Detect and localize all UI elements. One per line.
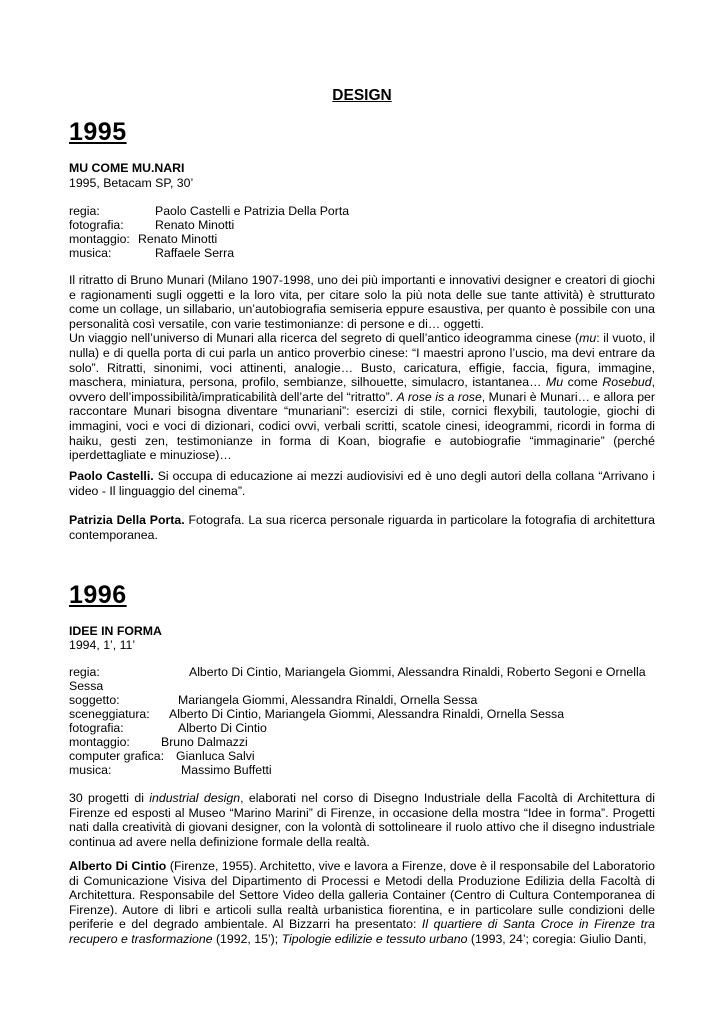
- italic-text: Rosebud: [602, 375, 652, 390]
- credit-row: [69, 246, 235, 261]
- italic-text: Il quartiere di Santa Croce in Firenze tra recupero e trasformazione: [69, 917, 655, 946]
- bio-text: Fotografa. La sua ricerca personale riguarda in particolare la fotografia di architettura contemporanea.: [69, 513, 655, 542]
- bio-name: Paolo Castelli.: [69, 469, 154, 483]
- credit-value: Alberto Di Cintio, Mariangela Giommi, Alessandra Rinaldi, Roberto Segoni e Ornella: [189, 665, 646, 679]
- credit-label: regia:: [69, 204, 100, 218]
- credit-value: Raffaele Serra: [155, 246, 235, 260]
- film-title-1996: IDEE IN FORMA: [69, 624, 162, 638]
- credit-label: soggetto:: [69, 693, 120, 707]
- credit-value: Alberto Di Cintio: [178, 721, 267, 735]
- credit-row: [69, 721, 267, 736]
- credit-value: Renato Minotti: [138, 232, 218, 246]
- credit-label: regia:: [69, 665, 100, 679]
- credit-label: fotografia:: [69, 218, 124, 232]
- credit-value: Paolo Castelli e Patrizia Della Porta: [155, 204, 350, 218]
- credit-row: [69, 763, 272, 778]
- credit-row: [69, 749, 255, 764]
- italic-text: A rose is a rose: [396, 389, 482, 404]
- bio-alberto-di-cintio: [69, 859, 655, 947]
- text-run: : il vuoto, il nulla) e di quella porta di cui parla un antico proverbio cinese: “I maestri aprono l’uscio, ma devi entrare da solo”. Ritratti, sinonimi, voci attinenti, analogie… Busto, caricatura, effigie, faccia, figura, immagine, maschera, miniatura, persona, profilo, sembianze, silhouette, simulacro, istantanea…: [69, 331, 655, 390]
- credit-value: Bruno Dalmazzi: [161, 735, 248, 749]
- description-paragraph: Il ritratto di Bruno Munari (Milano 1907-1998, uno dei più importanti e innovativi designer e creatori di giochi e ragionamenti sugli oggetti e la loro vita, per citare solo la più nota delle sue tante attività) è strutturato come un collage, un sillabario, un’autobiografia semiseria eppure esaustiva, per quanto è possibile con una personalità così versatile, con varie testimonianze: di persone e di… oggetti.: [69, 273, 655, 331]
- credit-value: Renato Minotti: [155, 218, 235, 232]
- description-1995: [69, 273, 655, 463]
- italic-text: industrial design: [149, 791, 241, 805]
- bio-name: Patrizia Della Porta.: [69, 513, 185, 527]
- credit-label: musica:: [69, 246, 112, 260]
- document-title: DESIGN: [332, 87, 392, 104]
- credit-label: sceneggiatura:: [69, 707, 150, 721]
- text-run: come: [563, 375, 603, 390]
- film-title-1995: MU COME MU.NARI: [69, 161, 185, 175]
- italic-text: Mu: [545, 375, 564, 390]
- credit-label: montaggio:: [69, 735, 130, 749]
- credit-label: computer grafica:: [69, 749, 165, 763]
- credit-value: Gianluca Salvi: [176, 749, 255, 763]
- bio-text: Si occupa di educazione ai mezzi audiovisivi ed è uno degli autori della collana “Arrivano i video - Il linguaggio del cinema”.: [69, 469, 655, 498]
- credit-value: Mariangela Giommi, Alessandra Rinaldi, Ornella Sessa: [178, 693, 478, 707]
- credit-row: [69, 665, 646, 680]
- credit-row: [69, 218, 235, 233]
- bio-paolo-castelli: [69, 469, 655, 498]
- text-run: (1992, 15’);: [212, 931, 282, 946]
- text-run: Un viaggio nell’universo di Munari alla ricerca del segreto di quell’antico ideogramma cinese (: [69, 331, 580, 346]
- credit-row: [69, 204, 350, 219]
- credit-value: Sessa: [69, 679, 104, 693]
- credit-label: montaggio:: [69, 232, 130, 246]
- credit-row: [69, 693, 478, 708]
- bio-patrizia-della-porta: [69, 513, 655, 542]
- italic-text: mu: [579, 331, 597, 346]
- credit-value: Alberto Di Cintio, Mariangela Giommi, Alessandra Rinaldi, Ornella Sessa: [169, 707, 565, 721]
- film-info-1995: 1995, Betacam SP, 30’: [69, 176, 194, 190]
- credit-label: fotografia:: [69, 721, 124, 735]
- year-heading-1995: 1995: [69, 118, 127, 146]
- bio-name: Alberto Di Cintio: [69, 859, 167, 873]
- credit-row: [69, 232, 218, 247]
- credit-value: Massimo Buffetti: [181, 763, 272, 777]
- text-run: (1993, 24’; coregia: Giulio Danti,: [467, 931, 647, 946]
- text-run: , elaborati nel corso di Disegno Industriale della Facoltà di Architettura di Firenze ed esposti al Museo “Marino Marini” di Firenze, in occasione della mostra “Idee in forma”. Progetti nati dalla creatività di giovani designer, con la volontà di sottolineare il ruolo attivo che il disegno industriale continua ad avere nella definizione formale della realtà.: [69, 791, 655, 849]
- text-run: 30 progetti di: [69, 791, 150, 805]
- description-paragraph: [69, 331, 655, 462]
- text-run: (Firenze, 1955). Architetto, vive e lavora a Firenze, dove è il responsabile del Laboratorio di Comunicazione Visiva del Dipartimento di Processi e Metodi della Produzione Edilizia della Facoltà di Architettura. Responsabile del Settore Video della galleria Container (Centro di Cultura Contemporanea di Firenze). Autore di libri e articoli sulla realtà urbanistica fiorentina, e in particolare sulle condizioni delle periferie e del degrado ambientale. Al Bizzarri ha presentato:: [69, 859, 655, 932]
- credit-label: musica:: [69, 763, 112, 777]
- description-1996: [69, 791, 655, 849]
- film-info-1996: 1994, 1’, 11’: [69, 638, 136, 652]
- italic-text: Tipologie edilizie e tessuto urbano: [281, 931, 468, 946]
- credit-row: [69, 707, 565, 722]
- text-run: , Munari è Munari… e allora per raccontare Munari bisogna diventare “munariani”: esercizi di stile, cornici flexybili, tautologie, giochi di immagini, voci e voci di dizionari, codici ovvi, verbali scritti, scatole cinesi, ideogrammi, ricordi in forma di haiku, gesti zen, testimonianze in forma di Koan, biografie e autobiografie “immaginarie” (perché iperdettagliate e minuziose)…: [69, 389, 655, 463]
- text-run: , ovvero dell’impossibilità/impraticabilità dell’arte del “ritratto”.: [69, 375, 656, 404]
- credit-row: [69, 735, 248, 750]
- year-heading-1996: 1996: [69, 581, 127, 609]
